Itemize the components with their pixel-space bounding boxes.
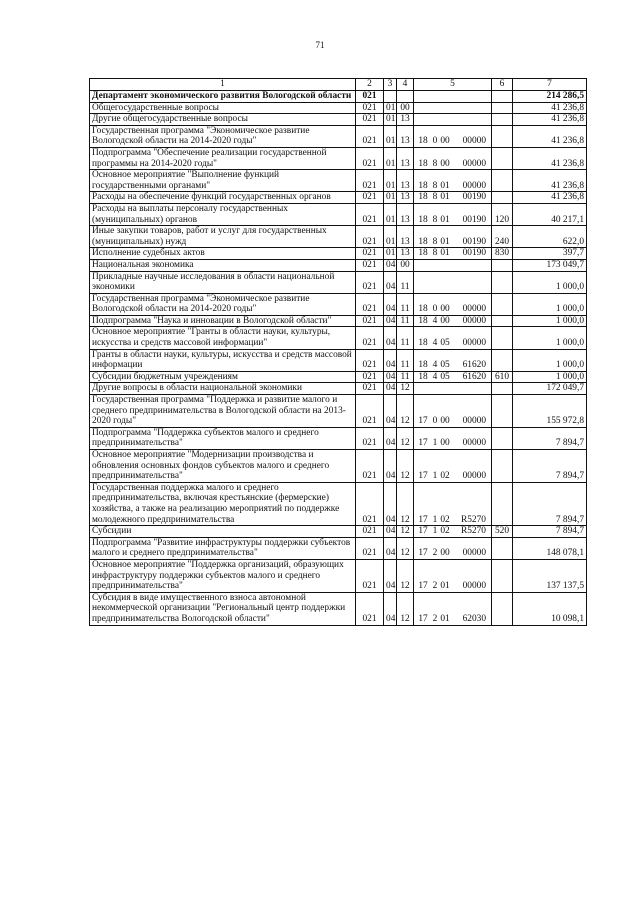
target-article-part: 00000	[462, 338, 486, 349]
row-name: Другие вопросы в области национальной экономики	[90, 383, 356, 395]
target-article-part: 00	[440, 136, 450, 147]
target-article-part: 00	[440, 438, 450, 449]
row-expense-type: 830	[492, 248, 513, 260]
row-amount: 1 000,0	[513, 349, 587, 371]
row-amount: 622,0	[513, 226, 587, 248]
row-admin-code: 021	[356, 203, 384, 225]
target-article-part: 00190	[462, 248, 486, 259]
row-name: Подпрограмма "Поддержка субъектов малого и среднего предпринимательства"	[90, 427, 356, 449]
row-name: Подпрограмма "Наука и инновации в Вологодской области"	[90, 315, 356, 327]
row-name: Прикладные научные исследования в области национальной экономики	[90, 271, 356, 293]
row-subsection-code: 00	[397, 102, 414, 114]
target-article-part: 00190	[462, 192, 486, 203]
row-target-article	[414, 192, 492, 204]
target-article-part: 01	[440, 236, 450, 247]
row-admin-code: 021	[356, 526, 384, 538]
table-row	[90, 383, 587, 395]
row-name: Гранты в области науки, культуры, искусства и средств массовой информации	[90, 349, 356, 371]
row-admin-code: 021	[356, 91, 384, 103]
row-name: Подпрограмма "Развитие инфраструктуры поддержки субъектов малого и среднего предпринимательства"	[90, 537, 356, 559]
target-article-part: 18	[418, 214, 428, 225]
row-section-code: 04	[384, 592, 397, 625]
row-expense-type: 610	[492, 371, 513, 383]
target-article-part: 05	[440, 371, 450, 382]
row-admin-code: 021	[356, 315, 384, 327]
target-article-part: 0	[432, 136, 438, 147]
row-expense-type: 120	[492, 203, 513, 225]
row-admin-code: 021	[356, 349, 384, 371]
table-row	[90, 271, 587, 293]
row-target-article	[414, 537, 492, 559]
row-target-article	[414, 271, 492, 293]
target-article-part: 17	[418, 548, 428, 559]
target-article-part: 00	[440, 158, 450, 169]
table-row	[90, 559, 587, 592]
row-name: Субсидия в виде имущественного взноса автономной некоммерческой организации "Региональный центр поддержки предпринимательства Вологодской области"	[90, 592, 356, 625]
table-row	[90, 125, 587, 147]
target-article-part: 17	[418, 581, 428, 592]
row-admin-code: 021	[356, 271, 384, 293]
table-row	[90, 226, 587, 248]
budget-table	[89, 78, 587, 626]
target-article-part: 17	[418, 514, 428, 525]
row-expense-type	[492, 395, 513, 428]
row-name: Основное мероприятие "Поддержка организаций, образующих инфраструктуру поддержки субъектов малого и среднего предпринимательства"	[90, 559, 356, 592]
row-expense-type	[492, 559, 513, 592]
table-row	[90, 371, 587, 383]
target-article-part: 18	[418, 371, 428, 382]
row-target-article	[414, 259, 492, 271]
row-section-code: 04	[384, 259, 397, 271]
row-admin-code: 021	[356, 537, 384, 559]
row-amount: 173 049,7	[513, 259, 587, 271]
row-expense-type: 240	[492, 226, 513, 248]
target-article-part: 2	[432, 613, 438, 624]
row-amount: 1 000,0	[513, 371, 587, 383]
table-header-row	[90, 79, 587, 91]
row-target-article	[414, 315, 492, 327]
row-amount: 397,7	[513, 248, 587, 260]
row-target-article	[414, 170, 492, 192]
target-article-part: 2	[432, 581, 438, 592]
row-amount: 10 098,1	[513, 592, 587, 625]
target-article-part: 18	[418, 304, 428, 315]
row-name: Другие общегосударственные вопросы	[90, 114, 356, 126]
table-row	[90, 526, 587, 538]
row-target-article	[414, 559, 492, 592]
row-target-article	[414, 349, 492, 371]
row-expense-type	[492, 592, 513, 625]
row-section-code: 04	[384, 293, 397, 315]
target-article-part: 00	[440, 315, 450, 326]
target-article-part: 17	[418, 526, 428, 537]
row-name: Государственная программа "Поддержка и развитие малого и среднего предпринимательства в Вологодской области на 2013-2020 годы"	[90, 395, 356, 428]
target-article-part: 4	[432, 338, 438, 349]
row-section-code: 04	[384, 450, 397, 483]
table-row	[90, 293, 587, 315]
row-subsection-code: 12	[397, 592, 414, 625]
row-admin-code: 021	[356, 293, 384, 315]
row-target-article	[414, 147, 492, 169]
row-expense-type	[492, 482, 513, 525]
row-target-article	[414, 592, 492, 625]
row-subsection-code: 11	[397, 271, 414, 293]
target-article-part: 18	[418, 315, 428, 326]
target-article-part: 00190	[462, 236, 486, 247]
row-target-article	[414, 383, 492, 395]
row-subsection-code: 13	[397, 192, 414, 204]
row-amount: 41 236,8	[513, 170, 587, 192]
row-name: Государственная программа "Экономическое развитие Вологодской области на 2014-2020 годы"	[90, 125, 356, 147]
row-expense-type	[492, 102, 513, 114]
target-article-part: 18	[418, 192, 428, 203]
row-admin-code: 021	[356, 102, 384, 114]
row-subsection-code: 12	[397, 559, 414, 592]
target-article-part: 1	[432, 526, 438, 537]
row-subsection-code: 13	[397, 147, 414, 169]
row-admin-code: 021	[356, 125, 384, 147]
target-article-part: 8	[432, 236, 438, 247]
target-article-part: 00000	[462, 315, 486, 326]
row-subsection-code: 13	[397, 248, 414, 260]
row-section-code: 01	[384, 147, 397, 169]
row-subsection-code: 11	[397, 371, 414, 383]
row-amount: 1 000,0	[513, 271, 587, 293]
table-row	[90, 91, 587, 103]
row-section-code: 04	[384, 427, 397, 449]
row-amount: 41 236,8	[513, 125, 587, 147]
row-expense-type	[492, 293, 513, 315]
row-admin-code: 021	[356, 395, 384, 428]
row-amount: 41 236,8	[513, 192, 587, 204]
header-cell: 3	[384, 79, 397, 91]
row-section-code: 04	[384, 349, 397, 371]
target-article-part: 8	[432, 248, 438, 259]
row-amount: 1 000,0	[513, 315, 587, 327]
row-expense-type: 520	[492, 526, 513, 538]
row-subsection-code: 13	[397, 226, 414, 248]
target-article-part: 01	[440, 248, 450, 259]
row-name: Национальная экономика	[90, 259, 356, 271]
row-expense-type	[492, 170, 513, 192]
row-amount: 7 894,7	[513, 526, 587, 538]
row-section-code: 04	[384, 482, 397, 525]
row-admin-code: 021	[356, 259, 384, 271]
row-admin-code: 021	[356, 482, 384, 525]
row-expense-type	[492, 450, 513, 483]
row-subsection-code: 12	[397, 383, 414, 395]
row-subsection-code: 11	[397, 349, 414, 371]
table-row	[90, 170, 587, 192]
table-row	[90, 592, 587, 625]
row-target-article	[414, 114, 492, 126]
row-section-code: 04	[384, 395, 397, 428]
row-amount: 155 972,8	[513, 395, 587, 428]
row-amount: 1 000,0	[513, 293, 587, 315]
row-amount: 41 236,8	[513, 114, 587, 126]
target-article-part: 17	[418, 613, 428, 624]
row-name: Расходы на выплаты персоналу государственных (муниципальных) органов	[90, 203, 356, 225]
row-name: Основное мероприятие "Гранты в области науки, культуры, искусства и средств массовой информации"	[90, 327, 356, 349]
target-article-part: 62030	[462, 613, 486, 624]
target-article-part: 01	[440, 192, 450, 203]
row-subsection-code: 13	[397, 114, 414, 126]
target-article-part: 18	[418, 180, 428, 191]
target-article-part: 00	[440, 416, 450, 427]
row-admin-code: 021	[356, 147, 384, 169]
target-article-part: 01	[440, 613, 450, 624]
target-article-part: 05	[440, 338, 450, 349]
row-target-article	[414, 203, 492, 225]
table-row	[90, 114, 587, 126]
row-expense-type	[492, 114, 513, 126]
row-name: Исполнение судебных актов	[90, 248, 356, 260]
row-admin-code: 021	[356, 592, 384, 625]
row-subsection-code: 12	[397, 450, 414, 483]
table-row	[90, 395, 587, 428]
row-section-code: 04	[384, 371, 397, 383]
row-name: Расходы на обеспечение функций государственных органов	[90, 192, 356, 204]
row-expense-type	[492, 91, 513, 103]
target-article-part: 8	[432, 158, 438, 169]
row-expense-type	[492, 259, 513, 271]
row-expense-type	[492, 327, 513, 349]
target-article-part: 00	[440, 548, 450, 559]
row-target-article	[414, 293, 492, 315]
row-subsection-code: 13	[397, 125, 414, 147]
target-article-part: 01	[440, 214, 450, 225]
row-amount: 7 894,7	[513, 482, 587, 525]
table-row	[90, 248, 587, 260]
row-target-article	[414, 371, 492, 383]
target-article-part: 4	[432, 315, 438, 326]
header-cell: 5	[414, 79, 492, 91]
row-amount: 7 894,7	[513, 427, 587, 449]
target-article-part: 18	[418, 338, 428, 349]
row-section-code: 04	[384, 383, 397, 395]
row-section-code: 04	[384, 271, 397, 293]
target-article-part: 01	[440, 581, 450, 592]
target-article-part: R5270	[460, 514, 486, 525]
target-article-part: 00000	[462, 471, 486, 482]
target-article-part: 01	[440, 180, 450, 191]
row-admin-code: 021	[356, 192, 384, 204]
header-cell: 4	[397, 79, 414, 91]
row-subsection-code: 12	[397, 427, 414, 449]
header-cell: 1	[90, 79, 356, 91]
row-target-article	[414, 482, 492, 525]
row-name: Государственная поддержка малого и среднего предпринимательства, включая крестьянские (фермерские) хозяйства, а также на реализацию мероприятий по поддержке молодежного предпринимательства	[90, 482, 356, 525]
table-row	[90, 259, 587, 271]
row-expense-type	[492, 271, 513, 293]
target-article-part: 00	[440, 304, 450, 315]
target-article-part: 02	[440, 471, 450, 482]
row-subsection-code: 12	[397, 482, 414, 525]
target-article-part: 61620	[462, 360, 486, 371]
row-subsection-code: 13	[397, 170, 414, 192]
target-article-part: 8	[432, 214, 438, 225]
row-section-code: 04	[384, 526, 397, 538]
table-row	[90, 427, 587, 449]
target-article-part: 17	[418, 416, 428, 427]
target-article-part: 18	[418, 158, 428, 169]
row-name: Основное мероприятие "Выполнение функций государственными органами"	[90, 170, 356, 192]
row-admin-code: 021	[356, 427, 384, 449]
target-article-part: 02	[440, 514, 450, 525]
target-article-part: 1	[432, 438, 438, 449]
row-subsection-code: 12	[397, 537, 414, 559]
row-section-code: 01	[384, 102, 397, 114]
row-section-code	[384, 91, 397, 103]
row-target-article	[414, 450, 492, 483]
target-article-part: 00000	[462, 136, 486, 147]
table-row	[90, 147, 587, 169]
row-section-code: 01	[384, 192, 397, 204]
row-expense-type	[492, 349, 513, 371]
target-article-part: 18	[418, 248, 428, 259]
row-amount: 41 236,8	[513, 147, 587, 169]
row-amount: 41 236,8	[513, 102, 587, 114]
row-subsection-code: 11	[397, 315, 414, 327]
row-subsection-code: 11	[397, 293, 414, 315]
row-name: Субсидии бюджетным учреждениям	[90, 371, 356, 383]
row-admin-code: 021	[356, 114, 384, 126]
target-article-part: 18	[418, 136, 428, 147]
target-article-part: 05	[440, 360, 450, 371]
row-name: Иные закупки товаров, работ и услуг для государственных (муниципальных) нужд	[90, 226, 356, 248]
row-name: Основное мероприятие "Модернизации производства и обновления основных фондов субъектов малого и среднего предпринимательства"	[90, 450, 356, 483]
target-article-part: 18	[418, 360, 428, 371]
table-row	[90, 537, 587, 559]
row-subsection-code: 11	[397, 327, 414, 349]
row-admin-code: 021	[356, 450, 384, 483]
row-target-article	[414, 102, 492, 114]
row-amount: 1 000,0	[513, 327, 587, 349]
row-target-article	[414, 91, 492, 103]
row-amount: 7 894,7	[513, 450, 587, 483]
row-name: Департамент экономического развития Вологодской области	[90, 91, 356, 103]
row-name: Субсидии	[90, 526, 356, 538]
row-section-code: 04	[384, 315, 397, 327]
row-subsection-code: 12	[397, 526, 414, 538]
row-expense-type	[492, 147, 513, 169]
header-cell: 7	[513, 79, 587, 91]
target-article-part: 00000	[462, 158, 486, 169]
table-row	[90, 450, 587, 483]
target-article-part: 00000	[462, 304, 486, 315]
target-article-part: 00000	[462, 548, 486, 559]
row-amount: 40 217,1	[513, 203, 587, 225]
row-expense-type	[492, 315, 513, 327]
row-admin-code: 021	[356, 226, 384, 248]
row-target-article	[414, 526, 492, 538]
table-row	[90, 192, 587, 204]
row-section-code: 01	[384, 248, 397, 260]
target-article-part: 00000	[462, 581, 486, 592]
table-row	[90, 315, 587, 327]
row-admin-code: 021	[356, 383, 384, 395]
table-row	[90, 349, 587, 371]
target-article-part: 00000	[462, 438, 486, 449]
row-target-article	[414, 248, 492, 260]
row-admin-code: 021	[356, 170, 384, 192]
table-row	[90, 327, 587, 349]
row-subsection-code: 00	[397, 259, 414, 271]
row-admin-code: 021	[356, 371, 384, 383]
row-target-article	[414, 226, 492, 248]
row-admin-code: 021	[356, 248, 384, 260]
row-expense-type	[492, 125, 513, 147]
page-number: 71	[315, 40, 325, 50]
row-name: Подпрограмма "Обеспечение реализации государственной программы на 2014-2020 годы"	[90, 147, 356, 169]
target-article-part: 00000	[462, 180, 486, 191]
row-name: Общегосударственные вопросы	[90, 102, 356, 114]
target-article-part: 8	[432, 180, 438, 191]
row-subsection-code: 12	[397, 395, 414, 428]
header-cell: 2	[356, 79, 384, 91]
target-article-part: 0	[432, 416, 438, 427]
target-article-part: 4	[432, 371, 438, 382]
target-article-part: 8	[432, 192, 438, 203]
target-article-part: 1	[432, 514, 438, 525]
row-amount: 214 286,5	[513, 91, 587, 103]
target-article-part: 00190	[462, 214, 486, 225]
row-section-code: 01	[384, 170, 397, 192]
target-article-part: 02	[440, 526, 450, 537]
row-section-code: 01	[384, 125, 397, 147]
row-amount: 137 137,5	[513, 559, 587, 592]
row-section-code: 01	[384, 226, 397, 248]
row-name: Государственная программа "Экономическое развитие Вологодской области на 2014-2020 годы"	[90, 293, 356, 315]
target-article-part: 2	[432, 548, 438, 559]
target-article-part: 4	[432, 360, 438, 371]
row-target-article	[414, 395, 492, 428]
row-target-article	[414, 125, 492, 147]
row-expense-type	[492, 537, 513, 559]
row-subsection-code: 13	[397, 203, 414, 225]
target-article-part: 17	[418, 438, 428, 449]
row-amount: 172 049,7	[513, 383, 587, 395]
target-article-part: 61620	[462, 371, 486, 382]
row-amount: 148 078,1	[513, 537, 587, 559]
row-section-code: 01	[384, 203, 397, 225]
target-article-part: 18	[418, 236, 428, 247]
table-row	[90, 203, 587, 225]
row-expense-type	[492, 383, 513, 395]
row-section-code: 04	[384, 327, 397, 349]
row-subsection-code	[397, 91, 414, 103]
target-article-part: 1	[432, 471, 438, 482]
target-article-part: 00000	[462, 416, 486, 427]
target-article-part: 0	[432, 304, 438, 315]
row-target-article	[414, 427, 492, 449]
row-section-code: 01	[384, 114, 397, 126]
table-row	[90, 482, 587, 525]
row-admin-code: 021	[356, 327, 384, 349]
table-row	[90, 102, 587, 114]
header-cell: 6	[492, 79, 513, 91]
row-expense-type	[492, 427, 513, 449]
row-admin-code: 021	[356, 559, 384, 592]
row-section-code: 04	[384, 559, 397, 592]
row-expense-type	[492, 192, 513, 204]
target-article-part: R5270	[460, 526, 486, 537]
row-section-code: 04	[384, 537, 397, 559]
target-article-part: 17	[418, 471, 428, 482]
row-target-article	[414, 327, 492, 349]
